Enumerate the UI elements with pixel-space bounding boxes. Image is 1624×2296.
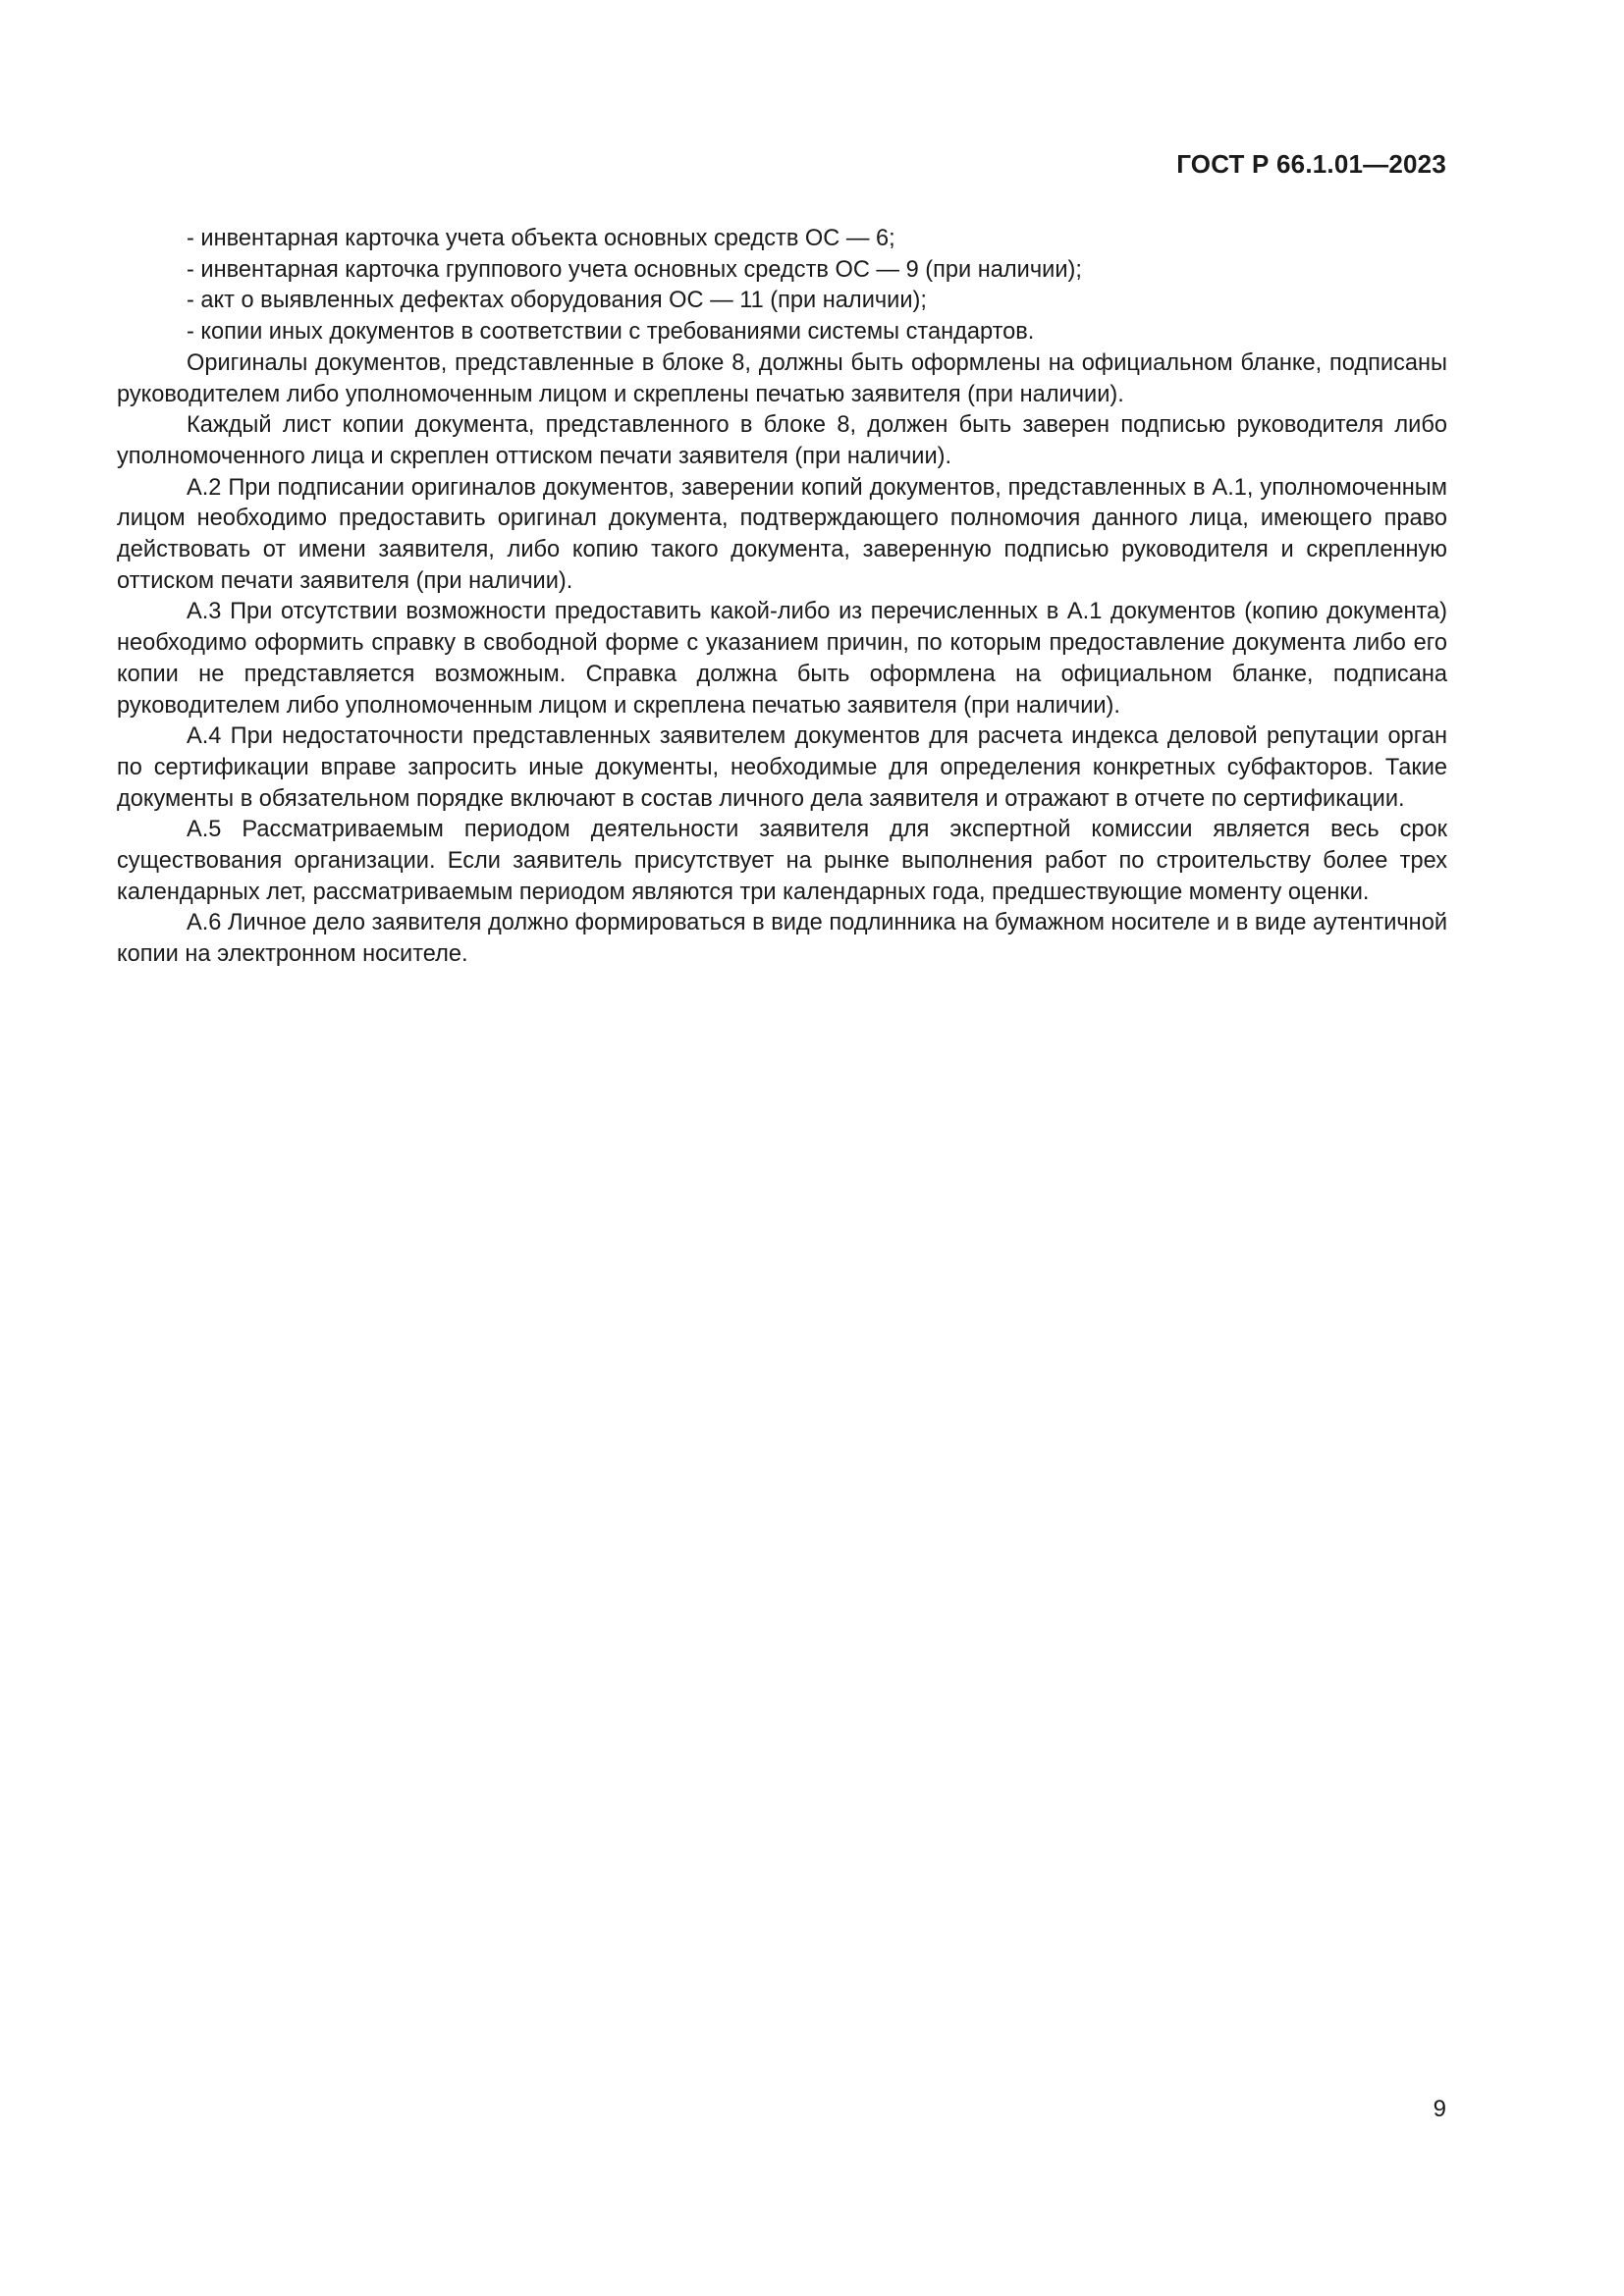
paragraph-originals: Оригиналы документов, представленные в блоке 8, должны быть оформлены на официальном бланке, подписаны руководителем либо уполномоченным лицом и скреплены печатью заявителя (при наличии). — [117, 349, 1447, 407]
list-item: - копии иных документов в соответствии с требованиями системы стандартов. — [187, 319, 1035, 346]
document-code-header: ГОСТ Р 66.1.01—2023 — [1176, 149, 1446, 179]
paragraph-a5: А.5 Рассматриваемым периодом деятельности заявителя для экспертной комиссии является весь срок существования организации. Если заявитель присутствует на рынке выполнения работ по строительству более трех календарных лет, рассматриваемым периодом являются три календарных года, предшествующие моменту оценки. — [117, 817, 1447, 905]
document-body — [117, 224, 1447, 971]
paragraph-a6: А.6 Личное дело заявителя должно формироваться в виде подлинника на бумажном носителе и в виде аутентичной копии на электронном носителе. — [117, 910, 1447, 968]
paragraph-a4: А.4 При недостаточности представленных заявителем документов для расчета индекса деловой репутации орган по сертификации вправе запросить иные документы, необходимые для определения конкретных субфакторов. Такие документы в обязательном порядке включают в состав личного дела заявителя и отражают в отчете по сертификации. — [117, 723, 1447, 812]
list-item: - инвентарная карточка группового учета основных средств ОС — 9 (при наличии); — [187, 256, 1082, 283]
page-number: 9 — [1433, 2096, 1446, 2122]
paragraph-copy-sheets: Каждый лист копии документа, представленного в блоке 8, должен быть заверен подписью руководителя либо уполномоченного лица и скреплен оттиском печати заявителя (при наличии). — [117, 412, 1447, 469]
list-item: - акт о выявленных дефектах оборудования ОС — 11 (при наличии); — [187, 288, 927, 314]
list-item: - инвентарная карточка учета объекта основных средств ОС — 6; — [187, 226, 895, 251]
paragraph-a3: А.3 При отсутствии возможности предоставить какой-либо из перечисленных в А.1 документов (копию документа) необходимо оформить справку в свободной форме с указанием причин, по которым предоставление документа либо его копии не представляется возможным. Справка должна быть оформлена на официальном бланке, подписана руководителем либо уполномоченным лицом и скреплена печатью заявителя (при наличии). — [117, 599, 1447, 719]
paragraph-a2: А.2 При подписании оригиналов документов, заверении копий документов, представленных в А.1, уполномоченным лицом необходимо предоставить оригинал документа, подтверждающего полномочия данного лица, имеющего право действовать от имени заявителя, либо копию такого документа, заверенную подписью руководителя и скрепленную оттиском печати заявителя (при наличии). — [117, 474, 1447, 594]
